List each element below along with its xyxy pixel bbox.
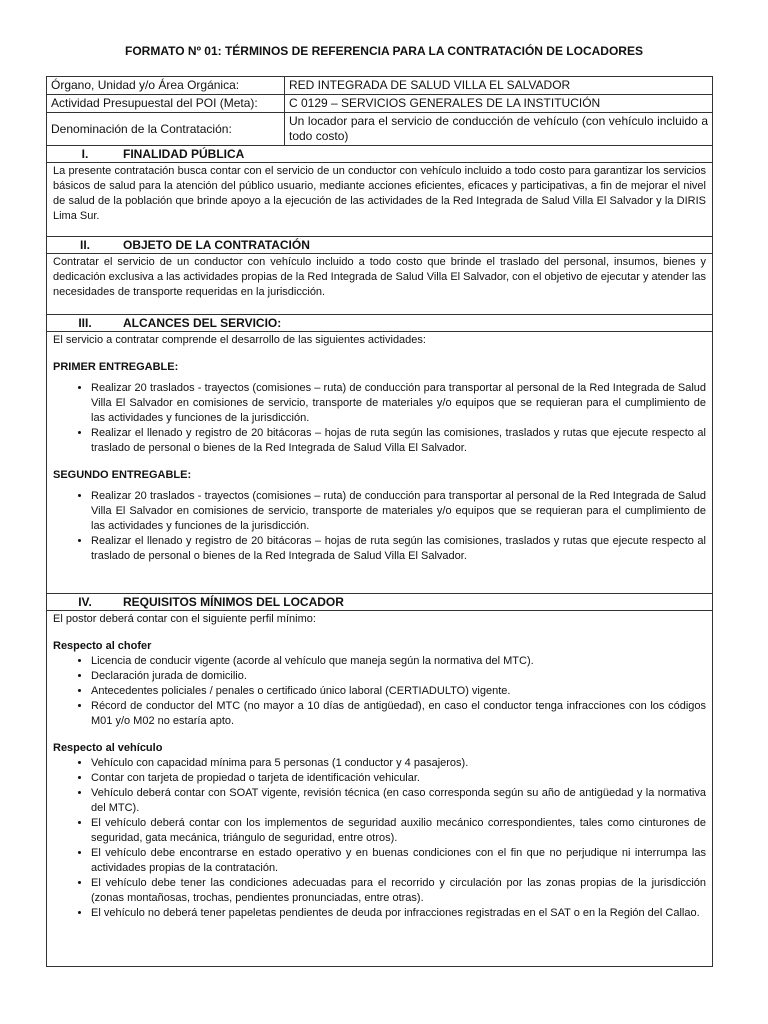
chofer-label: Respecto al chofer [53, 640, 152, 652]
denominacion-value: Un locador para el servicio de conducción de vehículo (con vehículo incluido a todo costo) [289, 114, 708, 143]
list-item: • Realizar 20 traslados - trayectos (comisiones – ruta) de conducción para transportar al personal de la Red Integrada de Salud Villa El Salvador en comisiones de servicio, transporte de materiales y/o equipos que se requieran para el cumplimiento de las actividades y funciones de la jurisdicción. [91, 381, 706, 426]
header-row-denominacion [47, 113, 712, 146]
list-item: • Antecedentes policiales / penales o certificado único laboral (CERTIADULTO) vigente. [91, 684, 706, 699]
vehiculo-label: Respecto al vehículo [53, 742, 163, 754]
list-item: • Vehículo deberá contar con SOAT vigente, revisión técnica (en caso corresponda según su año de antigüedad y la normativa del MTC). [91, 786, 706, 816]
section-number: I. [81, 147, 89, 161]
list-item: • El vehículo deberá contar con los implementos de seguridad auxilio mecánico correspondientes, tales como cinturones de seguridad, gata mecánica, triángulo de seguridad, entre otros). [91, 816, 706, 846]
objeto-text: Contratar el servicio de un conductor con vehículo incluido a todo costo que brinde el traslado del personal, insumos, bienes y dedicación exclusiva a las actividades propias de la Red Integrada de Salud Villa El Salvador, con el objetivo de ejecutar y atender las necesidades de transporte requeridas en la jurisdicción. [53, 256, 706, 298]
section-title: OBJETO DE LA CONTRATACIÓN [123, 238, 310, 252]
finalidad-text: La presente contratación busca contar con el servicio de un conductor con vehículo incluido a todo costo para garantizar los servicios básicos de salud para la atención del público usuario, mediante acciones eficientes, eficaces y participativas, a fin de mejorar el nivel de salud de la población que brinde apoyo a la ejecución de las actividades de la Red Integrada de Salud Villa El Salvador y la DIRIS Lima Sur. [53, 165, 706, 222]
section-title: ALCANCES DEL SERVICIO: [123, 316, 282, 330]
requisitos-intro: El postor deberá contar con el siguiente perfil mínimo: [53, 613, 316, 625]
section-number: II. [79, 238, 90, 252]
list-item: • El vehículo debe encontrarse en estado operativo y en buenas condiciones con el fin que no perjudique ni interrumpa las actividades propias de la contratación. [91, 846, 706, 876]
section-number: III. [78, 316, 92, 330]
list-item: • Realizar el llenado y registro de 20 bitácoras – hojas de ruta según las comisiones, traslados y rutas que ejecute respecto al traslado de personal o bienes de la Red Integrada de Salud Villa El Salvador. [91, 534, 706, 564]
section-title: FINALIDAD PÚBLICA [123, 147, 245, 161]
section-heading-requisitos [47, 594, 712, 611]
header-row-actividad [47, 95, 712, 113]
section-title: REQUISITOS MÍNIMOS DEL LOCADOR [123, 595, 344, 609]
primer-entregable-list [53, 381, 706, 456]
section-heading-finalidad [47, 146, 712, 163]
section-body-objeto [47, 254, 712, 315]
header-row-organo [47, 77, 712, 95]
primer-entregable-label: PRIMER ENTREGABLE: [53, 361, 179, 373]
list-item: • Licencia de conducir vigente (acorde al vehículo que maneja según la normativa del MTC). [91, 654, 706, 669]
vehiculo-list [53, 756, 706, 921]
list-item: • Realizar el llenado y registro de 20 bitácoras – hojas de ruta según las comisiones, traslados y rutas que ejecute respecto al traslado de personal o bienes de la Red Integrada de Salud Villa El Salvador. [91, 426, 706, 456]
segundo-entregable-list [53, 489, 706, 564]
denominacion-label: Denominación de la Contratación: [47, 113, 285, 145]
organo-label: Órgano, Unidad y/o Área Orgánica: [47, 77, 285, 94]
segundo-entregable-label: SEGUNDO ENTREGABLE: [53, 469, 192, 481]
section-body-requisitos [47, 611, 712, 927]
organo-value: RED INTEGRADA DE SALUD VILLA EL SALVADOR [289, 78, 571, 92]
chofer-list [53, 654, 706, 729]
list-item: • Contar con tarjeta de propiedad o tarjeta de identificación vehicular. [91, 771, 706, 786]
section-body-finalidad [47, 163, 712, 237]
list-item: • Declaración jurada de domicilio. [91, 669, 706, 684]
section-heading-alcances [47, 315, 712, 332]
list-item: • Vehículo con capacidad mínima para 5 personas (1 conductor y 4 pasajeros). [91, 756, 706, 771]
list-item: • Récord de conductor del MTC (no mayor a 10 días de antigüedad), en caso el conductor tenga infracciones con los códigos M01 y/o M02 no estaría apto. [91, 699, 706, 729]
actividad-value: C 0129 – SERVICIOS GENERALES DE LA INSTITUCIÓN [289, 96, 601, 110]
section-body-alcances [47, 332, 712, 594]
actividad-label: Actividad Presupuestal del POI (Meta): [47, 95, 285, 112]
alcances-intro: El servicio a contratar comprende el desarrollo de las siguientes actividades: [53, 334, 426, 346]
section-number: IV. [78, 595, 92, 609]
list-item: • El vehículo no deberá tener papeletas pendientes de deuda por infracciones registradas en el SAT o en la Región del Callao. [91, 906, 706, 921]
list-item: • Realizar 20 traslados - trayectos (comisiones – ruta) de conducción para transportar al personal de la Red Integrada de Salud Villa El Salvador en comisiones de servicio, transporte de materiales y/o equipos que se requieran para el cumplimiento de las actividades y funciones de la jurisdicción. [91, 489, 706, 534]
list-item: • El vehículo debe tener las condiciones adecuadas para el recorrido y circulación por las zonas propias de la jurisdicción (zonas montañosas, trochas, pendientes pronunciadas, entre otras). [91, 876, 706, 906]
terms-table [46, 76, 713, 967]
document-title: FORMATO Nº 01: TÉRMINOS DE REFERENCIA PARA LA CONTRATACIÓN DE LOCADORES [125, 44, 643, 58]
section-heading-objeto [47, 237, 712, 254]
